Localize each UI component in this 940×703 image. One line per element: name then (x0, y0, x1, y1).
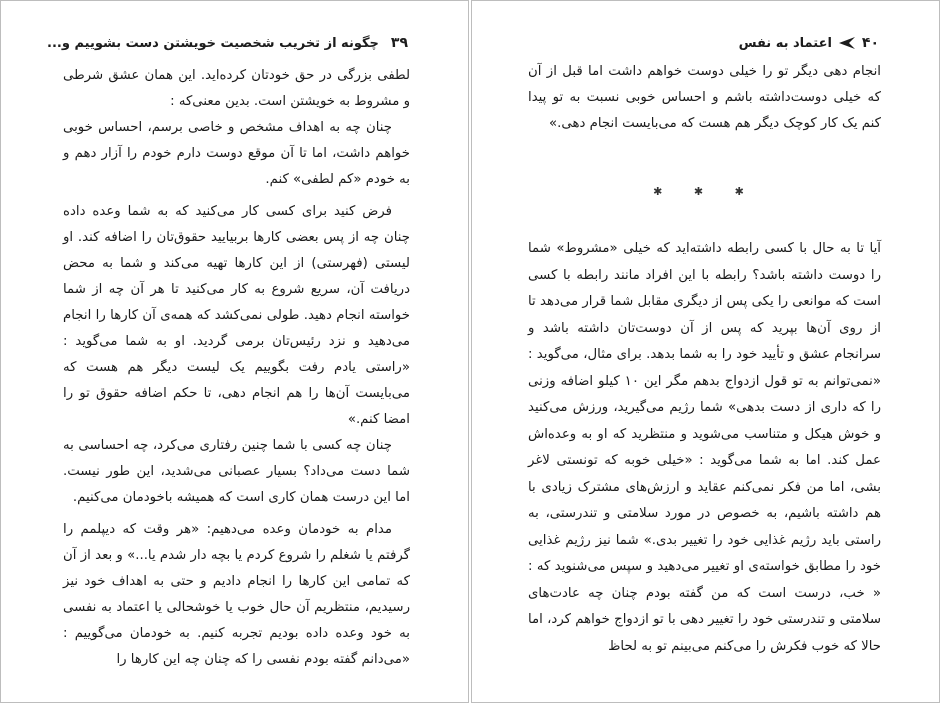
right-page-body (528, 236, 881, 660)
left-page-body (63, 63, 410, 673)
right-page-top-body (528, 59, 881, 137)
paragraph: چنان چه کسی با شما چنین رفتاری می‌کرد، چه احساسی به شما دست می‌داد؟ بسیار عصبانی می‌شدید، این طور نیست. اما این درست همان کاری است که همیشه باخودمان می‌کنیم. (63, 438, 410, 505)
paragraph: مدام به خودمان وعده می‌دهیم: «هر وقت که دیپلمم را گرفتم یا شغلم را شروع کردم یا بچه دار شدم یا...» و بعد از آن که تمامی این کارها را انجام دادیم و حتی به اهداف خود نیز رسیدیم، منتظریم آن حال خوب یا خوشحالی یا اعتماد به نفسی به خود وعده داده بودیم تجربه کنیم. به خودمان می‌گوییم : «می‌دانم گفته بودم نفسی را که چنان چه این کارها را (63, 522, 410, 667)
left-page-header (47, 35, 408, 51)
right-page-number: ۴۰ (861, 35, 879, 51)
paragraph: لطفی بزرگی در حق خودتان کرده‌اید. این همان عشق شرطی و مشروط به خویشتن است. بدین معنی‌که : (63, 68, 410, 109)
left-page-header-title: چگونه از تخریب شخصیت خویشتن دست بشوییم و... (47, 35, 379, 51)
arrow-marker-icon (838, 37, 856, 49)
left-page (0, 0, 469, 703)
section-break-stars: ✱ ✱ ✱ (653, 185, 758, 198)
right-page (471, 0, 940, 703)
right-page-header-title: اعتماد به نفس (738, 35, 832, 51)
paragraph: فرض کنید برای کسی کار می‌کنید که به شما وعده داده چنان چه از پس بعضی کارها بربیایید حقوق‌تان را اضافه کند. او لیستی (فهرستی) از این کارها تهیه می‌کند و شما به محض دریافت آن، سریع شروع به کار می‌کنید تا هر آن چه از شما خواسته انجام دهید. طولی نمی‌کشد که همه‌ی آن کارها را انجام می‌دهید و نزد رئیس‌تان برمی گردید. او به شما می‌گوید : «راستی یادم رفت بگوییم یک لیست دیگر هم هست که می‌بایست آن‌ها را هم انجام دهی، تا حکم اضافه حقوق تو را امضا کنم.» (63, 204, 410, 427)
left-page-number: ۳۹ (390, 35, 408, 51)
right-page-header (512, 35, 879, 51)
paragraph: آیا تا به حال با کسی رابطه داشته‌اید که خیلی «مشروط» شما را دوست داشته باشد؟ رابطه با این افراد مانند رابطه با کسی است که موانعی را یکی پس از دیگری مقابل شما قرار می‌دهد تا از روی آن‌ها بپرید که پس از آن دوست‌تان داشته باشد و سرانجام عشق و تأیید خود را به شما بدهد. برای مثال، می‌گوید : «نمی‌توانم به تو قول ازدواج بدهم مگر این ۱۰ کیلو اضافه وزنی را که داری از دست بدهی» شما رژیم می‌گیرید، ورزش می‌کنید و خوش هیکل و متناسب می‌شوید و منتظرید که او به وعده‌اش عمل کند. اما به شما می‌گوید : «خیلی خوبه که تونستی لاغر بشی، اما من فکر نمی‌کنم عقاید و ارزش‌های مشترک زیادی با هم داشته باشیم، به خصوص در مورد سلامتی و تندرستی، به راستی باید رژیم غذایی خود را تغییر بدی.» شما نیز رژیم غذایی خود را مطابق خواسته‌ی او تغییر می‌دهید و سپس می‌شنوید که : « خب، درست است که من گفته بودم چنان چه عادت‌های سلامتی و تندرستی خود را تغییر دهی با تو ازدواج خواهم کرد، اما حالا که خوب فکرش را می‌کنم می‌بینم تو به لحاظ (528, 241, 881, 654)
paragraph: انجام دهی دیگر تو را خیلی دوست خواهم داشت اما قبل از آن که خیلی دوست‌داشته باشم و احساس خوبی نسبت به تو پیدا کنم یک کار کوچک دیگر هم هست که می‌بایست انجام دهی.» (528, 64, 881, 131)
paragraph: چنان چه به اهداف مشخص و خاصی برسم، احساس خوبی خواهم داشت، اما تا آن موقع دوست دارم خودم را آزار دهم و به خودم «کم لطفی» کنم. (63, 120, 410, 187)
